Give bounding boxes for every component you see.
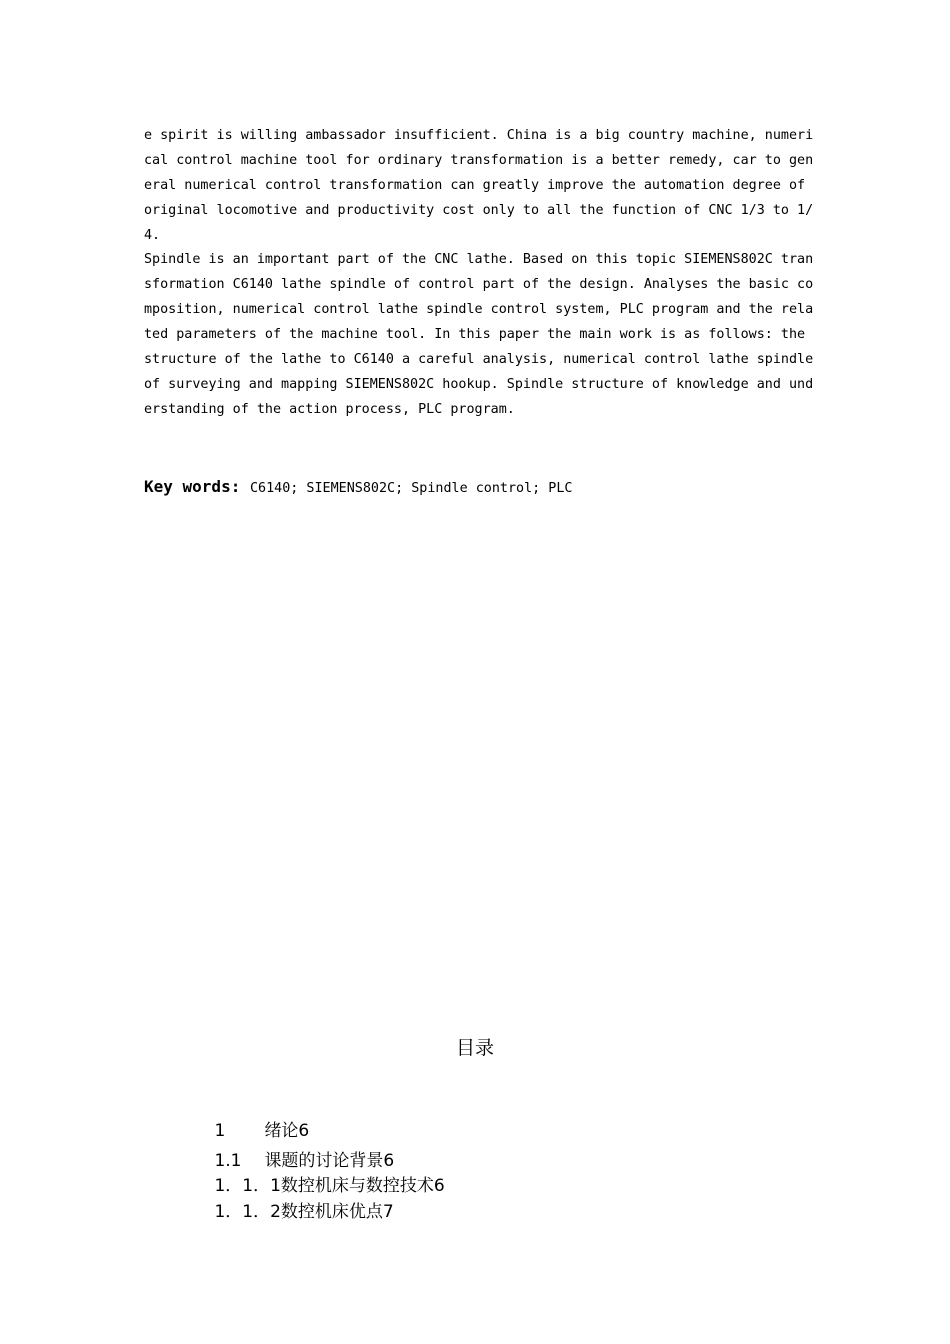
toc-entry-text: 数控机床优点7 (280, 1201, 394, 1222)
toc-entry-text: 数控机床与数控技术6 (280, 1176, 445, 1196)
abstract-line: Spindle is an important part of the CNC lathe. Based on this topic SIEMENS802C tran (144, 252, 814, 268)
toc-entry-text: 课题的讨论背景6 (264, 1150, 395, 1171)
abstract-line: e spirit is willing ambassador insufficient. China is a big country machine, numeri (144, 128, 814, 143)
abstract-line: cal control machine tool for ordinary transformation is a better remedy, car to gen (144, 152, 814, 168)
abstract-line: structure of the lathe to C6140 a careful analysis, numerical control lathe spindle (144, 352, 814, 368)
abstract-line: erstanding of the action process, PLC program. (144, 401, 515, 417)
abstract-line: ted parameters of the machine tool. In this paper the main work is as follows: the (144, 327, 806, 343)
toc-entry-number: 1．1．2 (214, 1201, 281, 1222)
toc-entry-number: 1 (214, 1121, 226, 1141)
abstract-line: original locomotive and productivity cost only to all the function of CNC 1/3 to 1/ (144, 202, 814, 218)
toc-title: 目录 (455, 1037, 494, 1059)
keywords-line (144, 474, 572, 500)
keywords-value: C6140; SIEMENS802C; Spindle control; PLC (249, 481, 573, 496)
table-of-contents (182, 1095, 445, 1222)
english-abstract (144, 124, 814, 423)
abstract-line: eral numerical control transformation can greatly improve the automation degree of (144, 177, 806, 193)
toc-entry-number: 1．1．1 (214, 1176, 281, 1196)
toc-entry[interactable] (182, 1095, 445, 1141)
abstract-line: of surveying and mapping SIEMENS802C hookup. Spindle structure of knowledge and und (144, 376, 814, 392)
toc-entry-number: 1.1 (214, 1150, 242, 1171)
abstract-line: sformation C6140 lathe spindle of control part of the design. Analyses the basic co (144, 277, 814, 293)
toc-entry-text: 绪论6 (264, 1121, 310, 1141)
keywords-label: Key words: (144, 477, 241, 496)
abstract-line: 4. (144, 227, 161, 243)
abstract-line: mposition, numerical control lathe spindle control system, PLC program and the rela (144, 302, 814, 318)
